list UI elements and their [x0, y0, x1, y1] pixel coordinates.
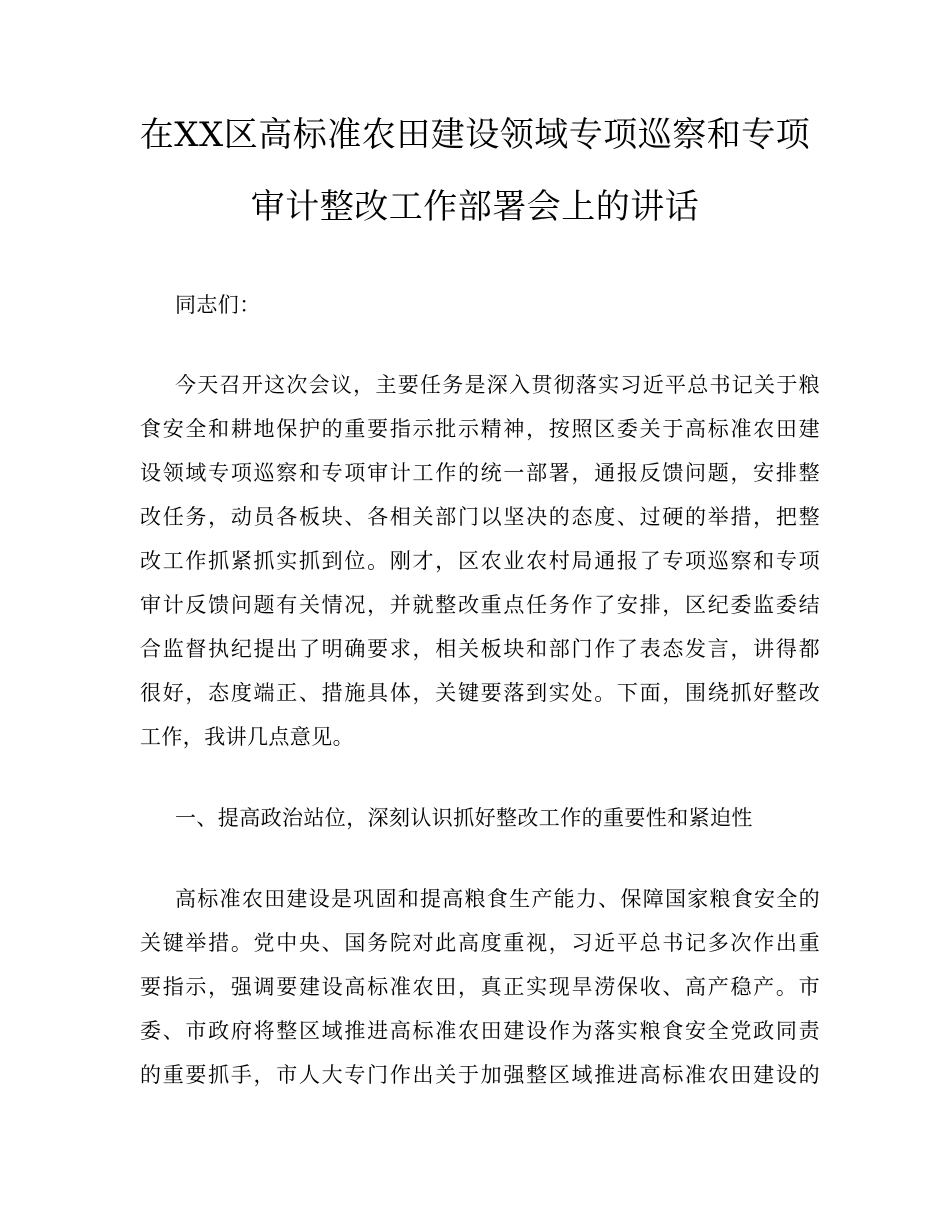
- paragraph-2-line: 委、市政府将整区域推进高标准农田建设作为落实粮食安全党政同责: [140, 1019, 820, 1043]
- paragraph-1-line: 今天召开这次会议，主要任务是深入贯彻落实习近平总书记关于粮: [175, 373, 820, 397]
- paragraph-1-line: 食安全和耕地保护的重要指示批示精神，按照区委关于高标准农田建: [140, 417, 820, 441]
- document-title-line-2: 审计整改工作部署会上的讲话: [250, 187, 700, 227]
- paragraph-1-line: 设领域专项巡察和专项审计工作的统一部署，通报反馈问题，安排整: [140, 461, 820, 485]
- paragraph-2-line: 要指示，强调要建设高标准农田，真正实现旱涝保收、高产稳产。市: [140, 975, 820, 999]
- paragraph-1-line: 改工作抓紧抓实抓到位。刚才，区农业农村局通报了专项巡察和专项: [140, 549, 820, 573]
- salutation: 同志们：: [175, 293, 261, 317]
- paragraph-1-line: 审计反馈问题有关情况，并就整改重点任务作了安排，区纪委监委结: [140, 593, 820, 617]
- paragraph-1-line: 很好，态度端正、措施具体，关键要落到实处。下面，围绕抓好整改: [140, 681, 820, 705]
- paragraph-2-line: 关键举措。党中央、国务院对此高度重视，习近平总书记多次作出重: [140, 931, 820, 955]
- paragraph-1-line: 改任务，动员各板块、各相关部门以坚决的态度、过硬的举措，把整: [140, 505, 820, 529]
- paragraph-2-line: 高标准农田建设是巩固和提高粮食生产能力、保障国家粮食安全的: [175, 887, 820, 911]
- paragraph-2-line: 的重要抓手，市人大专门作出关于加强整区域推进高标准农田建设的: [140, 1063, 820, 1087]
- paragraph-1-line: 合监督执纪提出了明确要求，相关板块和部门作了表态发言，讲得都: [140, 637, 820, 661]
- section-1-heading: 一、提高政治站位，深刻认识抓好整改工作的重要性和紧迫性: [175, 806, 753, 830]
- document-title-line-1: 在XX区高标准农田建设领域专项巡察和专项: [139, 115, 811, 155]
- paragraph-1-line: 工作，我讲几点意见。: [140, 725, 354, 749]
